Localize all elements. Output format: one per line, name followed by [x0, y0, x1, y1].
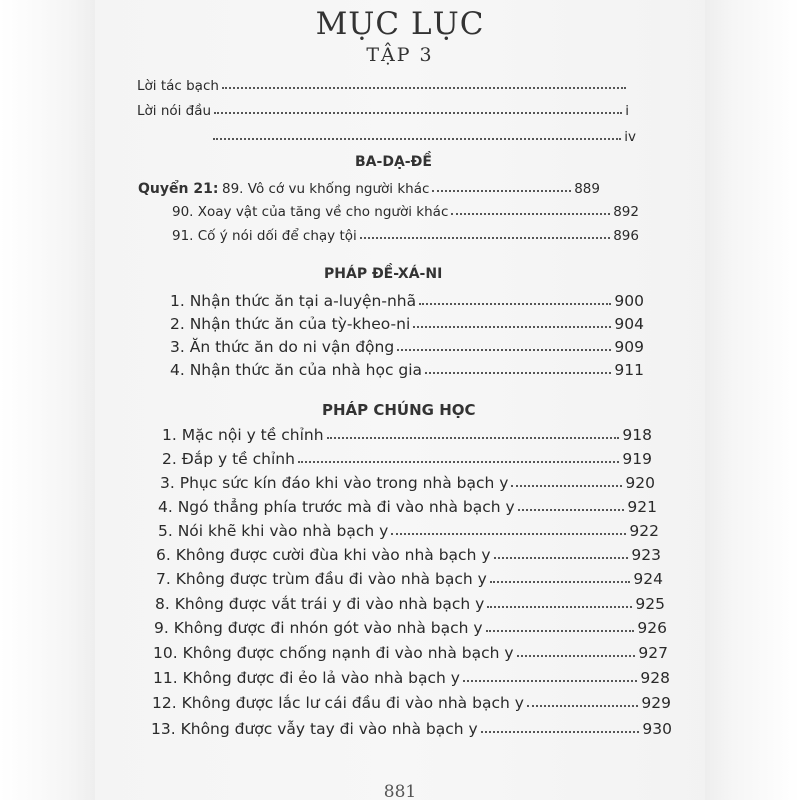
toc-entry	[160, 474, 655, 492]
page-number: 881	[383, 782, 417, 800]
toc-entry	[158, 498, 657, 516]
toc-entry-label: 1. Mặc nội y tề chỉnh	[162, 426, 324, 444]
toc-entry-front-3	[210, 129, 636, 145]
section-title: PHÁP ĐỀ-XÁ-NI	[324, 266, 443, 282]
leader-dots	[222, 87, 626, 89]
leader-dots	[413, 326, 611, 328]
toc-entry-label: 89. Vô cớ vu khống người khác	[222, 181, 430, 197]
toc-entry-page: 926	[637, 619, 667, 637]
toc-entry-label: 13. Không được vẫy tay đi vào nhà bạch y	[151, 720, 478, 738]
toc-entry	[170, 292, 644, 310]
toc-entry-page: 929	[641, 694, 671, 712]
toc-entry	[154, 619, 667, 637]
toc-entry-page: 928	[640, 669, 670, 687]
volume-number: Quyển 21:	[138, 181, 219, 197]
toc-entry	[172, 204, 639, 220]
leader-dots	[360, 237, 610, 239]
toc-entry-label: 6. Không được cười đùa khi vào nhà bạch y	[156, 546, 491, 564]
leader-dots	[391, 533, 626, 535]
leader-dots	[214, 112, 622, 114]
toc-entry	[162, 426, 652, 444]
leader-dots	[494, 557, 629, 559]
toc-entry-page: 921	[627, 498, 657, 516]
toc-entry-label: 90. Xoay vật của tăng về cho người khác	[172, 204, 449, 220]
leader-dots	[327, 437, 620, 439]
leader-dots	[425, 372, 611, 374]
toc-entry-page: iv	[624, 129, 636, 145]
toc-entry-label: 11. Không được đi ẻo lả vào nhà bạch y	[153, 669, 460, 687]
toc-entry	[158, 522, 659, 540]
toc-entry-page: 922	[629, 522, 659, 540]
toc-entry-page: 904	[614, 315, 644, 333]
toc-entry	[222, 181, 600, 197]
toc-entry-page: 925	[635, 595, 665, 613]
toc-entry	[155, 595, 665, 613]
toc-entry-page: 920	[625, 474, 655, 492]
leader-dots	[213, 138, 621, 140]
leader-dots	[487, 606, 632, 608]
toc-entry-label: 2. Đắp y tề chỉnh	[162, 450, 295, 468]
toc-entry	[170, 338, 644, 356]
toc-entry-page: 892	[613, 204, 639, 220]
toc-entry-label: 7. Không được trùm đầu đi vào nhà bạch y	[156, 570, 487, 588]
leader-dots	[527, 705, 639, 707]
section-title: PHÁP CHÚNG HỌC	[322, 401, 476, 419]
toc-entry-label: 3. Phục sức kín đáo khi vào trong nhà bạch y	[160, 474, 509, 492]
toc-entry-label: 12. Không được lắc lư cái đầu đi vào nhà bạch y	[152, 694, 524, 712]
toc-entry-front-1	[137, 78, 629, 94]
toc-entry-page: 918	[622, 426, 652, 444]
toc-entry-page: 909	[614, 338, 644, 356]
toc-entry-front-2	[137, 103, 629, 119]
toc-entry-page: 923	[631, 546, 661, 564]
toc-entry-label: 4. Ngó thẳng phía trước mà đi vào nhà bạch y	[158, 498, 515, 516]
toc-entry-label: Lời nói đầu	[137, 103, 212, 119]
toc-entry-label: 2. Nhận thức ăn của tỳ-kheo-ni	[170, 315, 411, 333]
toc-entry-label: 4. Nhận thức ăn của nhà học gia	[170, 361, 423, 379]
toc-entry-page: i	[625, 103, 629, 119]
toc-entry-page: 896	[613, 228, 639, 244]
toc-entry	[170, 361, 644, 379]
page-title: MỤC LỤC	[315, 6, 485, 42]
toc-entry-page: 911	[614, 361, 644, 379]
toc-entry-label: 91. Cố ý nói dối để chạy tội	[172, 228, 357, 244]
leader-dots	[511, 485, 622, 487]
page-right-margin	[705, 0, 800, 800]
toc-entry-label: Lời tác bạch	[137, 78, 219, 94]
toc-entry-label: 1. Nhận thức ăn tại a-luyện-nhã	[170, 292, 417, 310]
toc-entry	[151, 720, 672, 738]
leader-dots	[490, 581, 631, 583]
leader-dots	[419, 303, 611, 305]
section-title: BA-DẠ-ĐỀ	[355, 154, 432, 170]
toc-entry-label: 10. Không được chống nạnh đi vào nhà bạch y	[153, 644, 514, 662]
toc-entry	[172, 228, 639, 244]
toc-entry	[162, 450, 652, 468]
toc-entry-page: 919	[622, 450, 652, 468]
toc-entry	[156, 546, 661, 564]
toc-entry	[153, 644, 668, 662]
toc-entry	[152, 694, 671, 712]
toc-entry-label: 8. Không được vắt trái y đi vào nhà bạch y	[155, 595, 485, 613]
toc-entry-page: 927	[638, 644, 668, 662]
leader-dots	[463, 680, 637, 682]
toc-entry	[170, 315, 644, 333]
leader-dots	[518, 509, 625, 511]
leader-dots	[481, 731, 640, 733]
leader-dots	[298, 461, 619, 463]
page-subtitle: TẬP 3	[366, 44, 434, 66]
toc-entry-page: 930	[642, 720, 672, 738]
toc-entry-page: 889	[574, 181, 600, 197]
toc-entry-label: 9. Không được đi nhón gót vào nhà bạch y	[154, 619, 483, 637]
volume-label	[138, 181, 218, 197]
toc-entry-label: 5. Nói khẽ khi vào nhà bạch y	[158, 522, 389, 540]
toc-entry-page: 924	[633, 570, 663, 588]
toc-entry	[156, 570, 663, 588]
toc-entry	[153, 669, 670, 687]
leader-dots	[451, 213, 610, 215]
leader-dots	[432, 190, 571, 192]
leader-dots	[397, 349, 611, 351]
toc-entry-label: 3. Ăn thức ăn do ni vận động	[170, 338, 395, 356]
leader-dots	[486, 630, 635, 632]
leader-dots	[517, 655, 636, 657]
page-left-margin	[0, 0, 95, 800]
toc-entry-page: 900	[614, 292, 644, 310]
